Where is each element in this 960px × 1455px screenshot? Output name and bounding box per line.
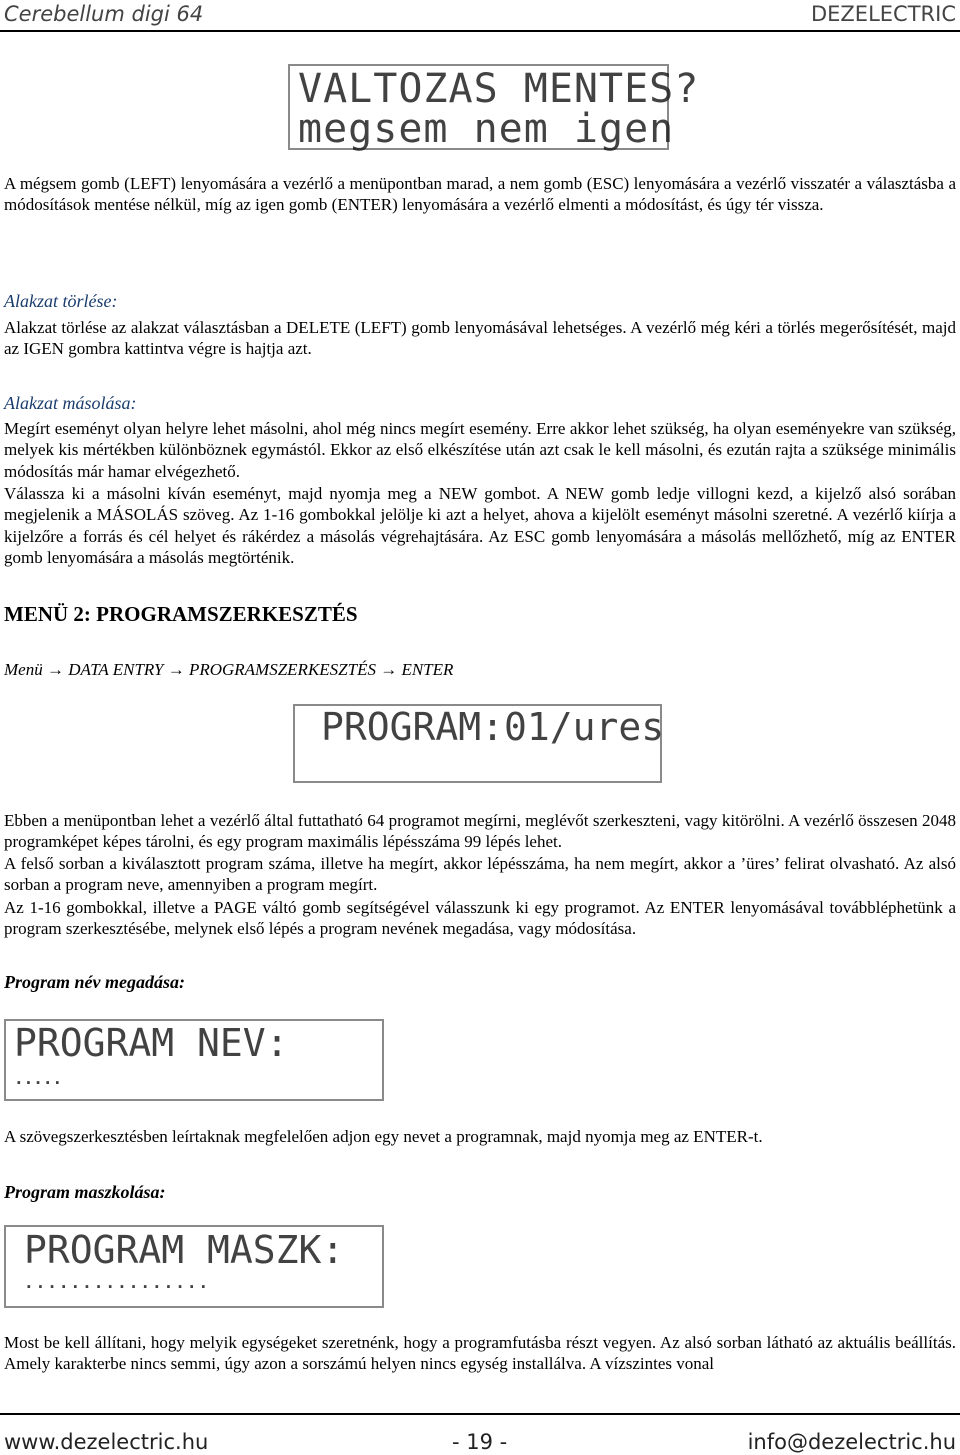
paragraph-program-edit: Ebben a menüpontban lehet a vezérlő által futtatható 64 programot megírni, meglévőt szerkeszteni, vagy kitörölni. A vezérlő összesen 2048 programképet képes tárolni, és egy program maximális lépésszáma 99 lépés lehet. bbox=[4, 811, 956, 852]
section-title-shape-copy: Alakzat másolása: bbox=[4, 393, 137, 413]
footer-rule bbox=[0, 1413, 960, 1415]
paragraph-shape-copy: Megírt eseményt olyan helyre lehet másolni, ahol még nincs megírt esemény. Erre akkor lehet szükség, ha olyan eseményekre van szükség, melyek kis mértékben különböznek egymástól. Ekkor az első elkészítése után azt csak le kell másolni, és ezután rajta a szüksége minimális módosítás már hamar elvégezhető. bbox=[4, 419, 956, 481]
footer-page-number: - 19 - bbox=[452, 1430, 508, 1454]
heading-menu-2: MENÜ 2: PROGRAMSZERKESZTÉS bbox=[4, 602, 358, 626]
menu-path: Menü → DATA ENTRY → PROGRAMSZERKESZTÉS → ENTER bbox=[4, 660, 454, 679]
paragraph-save-buttons: A mégsem gomb (LEFT) lenyomására a vezérlő a menüpontban marad, a nem gomb (ESC) lenyomására a vezérlő visszatér a választásba a módosítások mentése nélkül, míg az igen gomb (ENTER) lenyomására a vezérlő elmenti a módosítást, és úgy tér vissza. bbox=[4, 174, 956, 215]
lcd-display-program-mask bbox=[4, 1225, 384, 1308]
header-product-name: Cerebellum digi 64 bbox=[4, 2, 204, 26]
footer-website-link[interactable]: www.dezelectric.hu bbox=[4, 1430, 209, 1454]
lcd-display-program-name bbox=[4, 1019, 384, 1101]
lcd-display-save-changes bbox=[288, 64, 700, 152]
header-company-name: DEZELECTRIC bbox=[810, 2, 956, 26]
paragraph-program-name: A szövegszerkesztésben leírtaknak megfelelően adjon egy nevet a programnak, majd nyomja meg az ENTER-t. bbox=[4, 1127, 763, 1146]
section-title-program-mask: Program maszkolása: bbox=[4, 1182, 166, 1202]
header-rule bbox=[0, 30, 960, 32]
lcd-line-1: PROGRAM MASZK: bbox=[24, 1228, 345, 1272]
paragraph-shape-delete: Alakzat törlése az alakzat választásban a DELETE (LEFT) gomb lenyomásával lehetséges. A vezérlő még kéri a törlés megerősítését, majd az IGEN gombra kattintva végre is hajtja azt. bbox=[4, 318, 956, 359]
lcd-line-1: VALTOZAS MENTES? bbox=[298, 66, 700, 112]
lcd-line-2: ..... bbox=[14, 1069, 63, 1088]
lcd-display-program bbox=[293, 704, 665, 783]
paragraph-program-rows: A felső sorban a kiválasztott program száma, illetve ha megírt, akkor lépésszáma, ha nem megírt, akkor a ’üres’ felirat olvasható. Az alsó sorban a program neve, amennyiben a program megírt. bbox=[4, 854, 956, 895]
lcd-line-2: ................ bbox=[24, 1273, 211, 1292]
section-title-program-name: Program név megadása: bbox=[4, 972, 185, 992]
paragraph-shape-copy-steps: Válassza ki a másolni kíván eseményt, majd nyomja meg a NEW gombot. A NEW gomb ledje villogni kezd, a kijelző alsó sorában megjelenik a MÁSOLÁS szöveg. Az 1-16 gombokkal jelölje ki azt a helyet, ahova a kijelölt eseményt másolni szeretné. A vezérlő kiírja a kijelzőre a forrás és cél helyet és rákérdez a másolás végrehajtására. Az ESC gomb lenyomására a másolás mellőzhető, míg az ENTER gomb lenyomására a másolás megtörténik. bbox=[4, 484, 956, 568]
paragraph-program-mask: Most be kell állítani, hogy melyik egységeket szeretnénk, hogy a programfutásba részt vegyen. Az alsó sorban látható az aktuális beállítás. Amely karakterbe nincs semmi, úgy azon a sorszámú helyen nincs egység installálva. A vízszintes vonal bbox=[4, 1333, 956, 1374]
lcd-line-1: PROGRAM:01/ures bbox=[321, 705, 665, 749]
lcd-line-2: megsem nem igen bbox=[298, 106, 675, 152]
page-header bbox=[0, 0, 960, 34]
paragraph-program-select: Az 1-16 gombokkal, illetve a PAGE váltó gomb segítségével válasszunk ki egy programot. Az ENTER lenyomásával továbbléphetünk a program szerkesztésébe, melynek első lépés a program nevének megadása, vagy módosítása. bbox=[4, 898, 956, 939]
footer-email-link[interactable]: info@dezelectric.hu bbox=[747, 1430, 956, 1454]
section-title-shape-delete: Alakzat törlése: bbox=[4, 291, 118, 311]
lcd-line-1: PROGRAM NEV: bbox=[14, 1021, 289, 1065]
